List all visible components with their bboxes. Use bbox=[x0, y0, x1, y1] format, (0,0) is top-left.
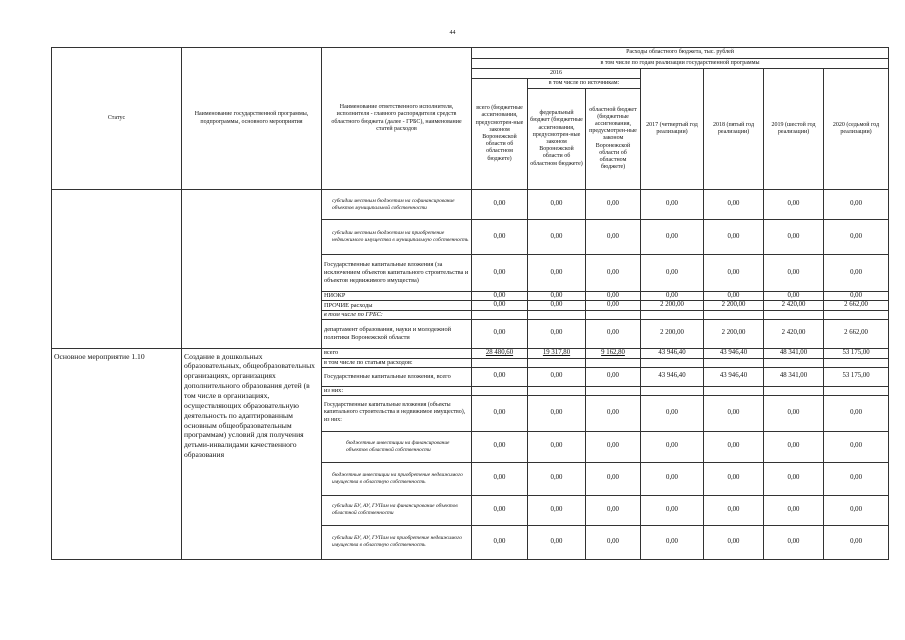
value-cell-empty bbox=[641, 386, 704, 395]
value-cell: 2 662,00 bbox=[824, 319, 889, 348]
header-regional: областной бюджет (бюджетные ассигнования, предусмотрен-ные законом Воронежской области об областном бюджете) bbox=[586, 89, 641, 190]
value-cell: 43 946,40 bbox=[641, 348, 704, 358]
value-cell: 0,00 bbox=[586, 292, 641, 301]
page-number: 44 bbox=[449, 30, 456, 36]
row-label: в том числе по ГРБС: bbox=[322, 310, 472, 319]
value-cell-empty bbox=[586, 310, 641, 319]
value-cell-empty bbox=[704, 310, 764, 319]
header-2017: 2017 (четвертый год реализации) bbox=[641, 69, 704, 190]
header-2020: 2020 (седьмой год реализации) bbox=[824, 69, 889, 190]
value-cell-empty bbox=[586, 386, 641, 395]
value-cell: 0,00 bbox=[528, 495, 586, 525]
value-cell: 28 480,60 bbox=[472, 348, 528, 358]
status-cell-empty bbox=[52, 190, 182, 349]
value-cell: 0,00 bbox=[764, 431, 824, 462]
value-cell: 0,00 bbox=[528, 525, 586, 559]
value-cell: 19 317,80 bbox=[528, 348, 586, 358]
value-cell: 48 341,00 bbox=[764, 348, 824, 358]
value-cell: 0,00 bbox=[641, 395, 704, 431]
header-year-2016: 2016 bbox=[472, 69, 641, 79]
value-cell: 0,00 bbox=[586, 190, 641, 220]
value-cell: 0,00 bbox=[641, 431, 704, 462]
value-cell: 0,00 bbox=[586, 319, 641, 348]
value-cell: 0,00 bbox=[528, 220, 586, 255]
value-cell: 0,00 bbox=[528, 462, 586, 495]
value-cell: 0,00 bbox=[824, 525, 889, 559]
header-total: всего (бюджетные ассигнования, предусмотрен-ные законом Воронежской области об областном бюджете) bbox=[472, 79, 528, 190]
header-2018: 2018 (пятый год реализации) bbox=[704, 69, 764, 190]
value-cell: 0,00 bbox=[472, 255, 528, 292]
value-cell-empty bbox=[641, 358, 704, 367]
value-cell: 0,00 bbox=[704, 255, 764, 292]
value-cell: 0,00 bbox=[764, 395, 824, 431]
value-cell: 0,00 bbox=[641, 495, 704, 525]
row-label: Государственные капитальные вложения (объекты капитального строительства и недвижимое имущество), из них: bbox=[322, 395, 472, 431]
value-cell: 0,00 bbox=[586, 525, 641, 559]
row-label: ПРОЧИЕ расходы bbox=[322, 301, 472, 310]
value-cell: 0,00 bbox=[528, 301, 586, 310]
value-cell: 43 946,40 bbox=[641, 367, 704, 386]
row-label: департамент образования, науки и молодежной политики Воронежской области bbox=[322, 319, 472, 348]
value-cell: 0,00 bbox=[472, 462, 528, 495]
value-cell: 0,00 bbox=[586, 462, 641, 495]
value-cell-empty bbox=[764, 310, 824, 319]
value-cell: 0,00 bbox=[764, 190, 824, 220]
header-program-name: Наименование государственной программы, подпрограммы, основного мероприятия bbox=[182, 48, 322, 190]
value-cell: 0,00 bbox=[641, 525, 704, 559]
row-label: субсидии БУ, АУ, ГУПам на приобретение недвижимого имущества в областную собственность bbox=[322, 525, 472, 559]
row-label: НИОКР bbox=[322, 292, 472, 301]
value-cell: 0,00 bbox=[824, 462, 889, 495]
value-cell-empty bbox=[586, 358, 641, 367]
value-cell: 0,00 bbox=[704, 220, 764, 255]
value-cell: 53 175,00 bbox=[824, 367, 889, 386]
value-cell: 0,00 bbox=[586, 367, 641, 386]
value-cell-empty bbox=[472, 358, 528, 367]
header-2019: 2019 (шестой год реализации) bbox=[764, 69, 824, 190]
value-cell: 0,00 bbox=[528, 292, 586, 301]
value-cell: 43 946,40 bbox=[704, 367, 764, 386]
measure-status: Основное мероприятие 1.10 bbox=[52, 348, 182, 559]
value-cell: 2 200,00 bbox=[704, 301, 764, 310]
value-cell: 0,00 bbox=[472, 292, 528, 301]
value-cell: 0,00 bbox=[472, 525, 528, 559]
row-label: бюджетные инвестиции на приобретение недвижимого имущества в областную собственность bbox=[322, 462, 472, 495]
row-label: субсидии БУ, АУ, ГУПам на финансирование объектов областной собственности bbox=[322, 495, 472, 525]
value-cell: 0,00 bbox=[824, 395, 889, 431]
row-label: всего bbox=[322, 348, 472, 358]
value-cell-empty bbox=[528, 386, 586, 395]
row-label: из них: bbox=[322, 386, 472, 395]
value-cell: 53 175,00 bbox=[824, 348, 889, 358]
value-cell: 0,00 bbox=[704, 292, 764, 301]
value-cell: 2 420,00 bbox=[764, 319, 824, 348]
value-cell: 0,00 bbox=[472, 431, 528, 462]
value-cell-empty bbox=[824, 310, 889, 319]
value-cell-empty bbox=[528, 310, 586, 319]
value-cell: 0,00 bbox=[824, 292, 889, 301]
value-cell: 0,00 bbox=[472, 495, 528, 525]
value-cell: 0,00 bbox=[472, 301, 528, 310]
value-cell: 43 946,40 bbox=[704, 348, 764, 358]
value-cell: 0,00 bbox=[586, 255, 641, 292]
header-by-years: в том числе по годам реализации государственной программы bbox=[472, 59, 889, 69]
value-cell: 0,00 bbox=[704, 462, 764, 495]
value-cell-empty bbox=[704, 386, 764, 395]
measure-name: Создание в дошкольных образовательных, общеобразовательных организациях, организациях дополнительного образования детей (в том числе в организациях, осуществляющих образовательную деятельность по адаптированным основным общеобразовательным программам) условий для получения детьми-инвалидами качественного образования bbox=[182, 348, 322, 559]
row-label: бюджетные инвестиции на финансирование объектов областной собственности bbox=[322, 431, 472, 462]
value-cell: 0,00 bbox=[472, 220, 528, 255]
value-cell-empty bbox=[472, 386, 528, 395]
row-label: субсидии местным бюджетам на софинансирование объектов муниципальной собственности bbox=[322, 190, 472, 220]
value-cell: 0,00 bbox=[641, 190, 704, 220]
value-cell: 0,00 bbox=[528, 431, 586, 462]
value-cell: 0,00 bbox=[528, 395, 586, 431]
value-cell: 0,00 bbox=[472, 190, 528, 220]
value-cell: 0,00 bbox=[586, 220, 641, 255]
value-cell: 0,00 bbox=[824, 431, 889, 462]
row-label: Государственные капитальные вложения (за исключением объектов капитального строительства и объектов недвижимого имущества) bbox=[322, 255, 472, 292]
budget-table bbox=[51, 47, 889, 560]
header-by-sources: в том числе по источникам: bbox=[528, 79, 641, 89]
value-cell: 0,00 bbox=[764, 462, 824, 495]
value-cell-empty bbox=[764, 358, 824, 367]
value-cell: 9 162,80 bbox=[586, 348, 641, 358]
value-cell: 0,00 bbox=[824, 255, 889, 292]
row-label: Государственные капитальные вложения, всего bbox=[322, 367, 472, 386]
value-cell: 0,00 bbox=[472, 367, 528, 386]
value-cell: 0,00 bbox=[641, 220, 704, 255]
value-cell-empty bbox=[824, 358, 889, 367]
value-cell-empty bbox=[764, 386, 824, 395]
value-cell: 0,00 bbox=[764, 525, 824, 559]
value-cell: 0,00 bbox=[528, 367, 586, 386]
value-cell-empty bbox=[641, 310, 704, 319]
value-cell: 0,00 bbox=[472, 395, 528, 431]
value-cell: 2 662,00 bbox=[824, 301, 889, 310]
value-cell: 0,00 bbox=[586, 495, 641, 525]
value-cell: 0,00 bbox=[528, 319, 586, 348]
value-cell: 0,00 bbox=[764, 255, 824, 292]
value-cell: 0,00 bbox=[528, 190, 586, 220]
header-status: Статус bbox=[52, 48, 182, 190]
value-cell: 48 341,00 bbox=[764, 367, 824, 386]
row-label: субсидии местным бюджетам на приобретение недвижимого имущества в муниципальную собственность bbox=[322, 220, 472, 255]
program-cell-empty bbox=[182, 190, 322, 349]
value-cell: 2 200,00 bbox=[641, 301, 704, 310]
value-cell: 0,00 bbox=[641, 292, 704, 301]
value-cell: 0,00 bbox=[824, 220, 889, 255]
header-federal: федеральный бюджет (бюджетные ассигнования, предусмотрен-ные законом Воронежской области об областном бюджете) bbox=[528, 89, 586, 190]
value-cell: 0,00 bbox=[704, 395, 764, 431]
value-cell: 0,00 bbox=[641, 462, 704, 495]
row-label: в том числе по статьям расходов: bbox=[322, 358, 472, 367]
value-cell: 0,00 bbox=[586, 395, 641, 431]
value-cell-empty bbox=[528, 358, 586, 367]
value-cell: 0,00 bbox=[586, 431, 641, 462]
value-cell: 0,00 bbox=[641, 255, 704, 292]
value-cell-empty bbox=[472, 310, 528, 319]
value-cell: 2 420,00 bbox=[764, 301, 824, 310]
value-cell-empty bbox=[824, 386, 889, 395]
value-cell: 0,00 bbox=[824, 190, 889, 220]
value-cell: 0,00 bbox=[586, 301, 641, 310]
value-cell: 0,00 bbox=[704, 190, 764, 220]
value-cell: 0,00 bbox=[704, 525, 764, 559]
value-cell: 0,00 bbox=[764, 495, 824, 525]
value-cell: 2 200,00 bbox=[641, 319, 704, 348]
value-cell: 0,00 bbox=[472, 319, 528, 348]
value-cell: 0,00 bbox=[824, 495, 889, 525]
value-cell: 0,00 bbox=[704, 495, 764, 525]
value-cell: 0,00 bbox=[764, 292, 824, 301]
value-cell: 0,00 bbox=[764, 220, 824, 255]
value-cell-empty bbox=[704, 358, 764, 367]
value-cell: 2 200,00 bbox=[704, 319, 764, 348]
header-expenses-title: Расходы областного бюджета, тыс. рублей bbox=[472, 48, 889, 59]
value-cell: 0,00 bbox=[528, 255, 586, 292]
value-cell: 0,00 bbox=[704, 431, 764, 462]
header-executor: Наименование ответственного исполнителя, исполнителя - главного распорядителя средств областного бюджета (далее - ГРБС), наименование статей расходов bbox=[322, 48, 472, 190]
